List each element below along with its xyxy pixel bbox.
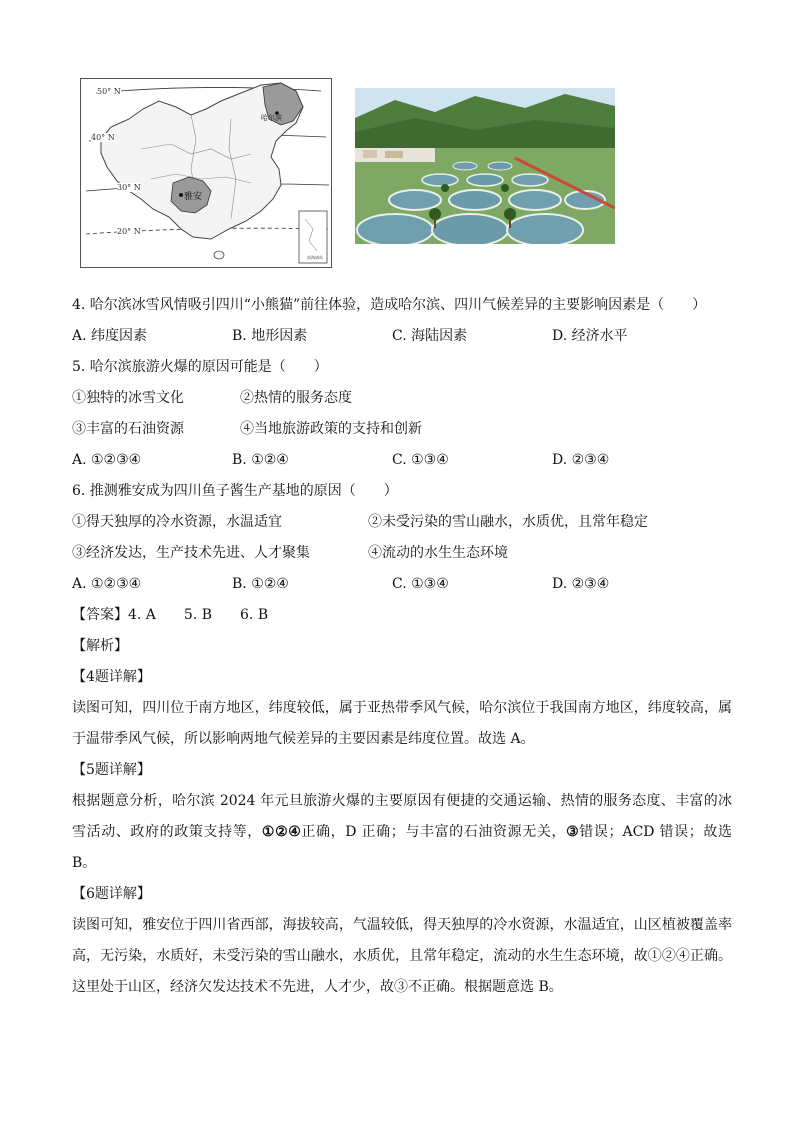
q5-option-d: D. ②③④ — [552, 452, 610, 468]
q5-stem: 5. 哈尔滨旅游火爆的原因可能是（ ） — [72, 359, 328, 375]
detail-5-part-c: 正确，D 正确；与丰富的石油资源无关， — [301, 824, 567, 840]
q6-items-row1 — [72, 507, 732, 538]
q5-item-1: ①独特的冰雪文化 — [72, 390, 184, 406]
q5-item-2: ②热情的服务态度 — [240, 390, 352, 406]
q5-item-4: ④当地旅游政策的支持和创新 — [240, 421, 422, 437]
answer-line — [72, 600, 732, 631]
q6-option-a: A. ①②③④ — [72, 576, 142, 592]
q6-items-row2 — [72, 538, 732, 569]
q4-option-c: C. 海陆因素 — [392, 328, 468, 344]
q4-stem: 4. 哈尔滨冰雪风情吸引四川“小熊猫”前往体验，造成哈尔滨、四川气候差异的主要影响因素是（ ） — [72, 297, 707, 313]
fish-farm-illustration — [355, 88, 615, 244]
answer-label: 【答案】 — [72, 607, 128, 623]
fish-farm-photo — [355, 88, 615, 244]
q4-option-a: A. 纬度因素 — [72, 328, 148, 344]
lat-label-50: 50° N — [97, 87, 121, 96]
q5-options — [72, 445, 732, 476]
q4-options — [72, 321, 732, 352]
lat-label-20: 20° N — [117, 227, 141, 236]
answer-values: 4. A 5. B 6. B — [128, 607, 269, 623]
detail-5-part-e: 错误；ACD 错误；故选 B。 — [72, 824, 732, 871]
china-map — [80, 78, 332, 268]
q5-option-b: B. ①②④ — [232, 452, 289, 468]
detail-5-label: 【5题详解】 — [72, 762, 151, 778]
q6-option-d: D. ②③④ — [552, 576, 610, 592]
q4-option-d: D. 经济水平 — [552, 328, 628, 344]
q6-stem: 6. 推测雅安成为四川鱼子酱生产基地的原因（ ） — [72, 483, 398, 499]
q5-option-a: A. ①②③④ — [72, 452, 142, 468]
detail-4-label: 【4题详解】 — [72, 669, 151, 685]
detail-5-part-d: ③ — [566, 824, 580, 840]
city-yaan-label: 雅安 — [184, 192, 203, 202]
q5-items-row1 — [72, 383, 732, 414]
q5-items-row2 — [72, 414, 732, 445]
q6-item-3: ③经济发达，生产技术先进、人才聚集 — [72, 545, 310, 561]
detail-6-label: 【6题详解】 — [72, 886, 151, 902]
q6-item-4: ④流动的水生生态环境 — [368, 545, 508, 561]
q6-option-c: C. ①③④ — [392, 576, 449, 592]
lat-label-30: 30° N — [117, 183, 141, 192]
china-map-drawing — [81, 79, 331, 267]
q6-item-2: ②未受污染的雪山融水，水质优，且常年稳定 — [368, 514, 648, 530]
figure-row — [80, 78, 720, 268]
inset-label: 南海诸岛 — [307, 255, 323, 260]
city-harbin-label: 哈尔滨 — [261, 114, 282, 122]
q4-option-b: B. 地形因素 — [232, 328, 308, 344]
q6-option-b: B. ①②④ — [232, 576, 289, 592]
q6-options — [72, 569, 732, 600]
detail-5-part-b: ①②④ — [261, 824, 302, 840]
lat-label-40: 40° N — [91, 133, 115, 142]
q5-item-3: ③丰富的石油资源 — [72, 421, 184, 437]
question-text — [72, 290, 732, 1003]
detail-4-text: 读图可知，四川位于南方地区，纬度较低，属于亚热带季风气候，哈尔滨位于我国南方地区，纬度较高，属于温带季风气候，所以影响两地气候差异的主要因素是纬度位置。故选 A。 — [72, 700, 732, 747]
q5-option-c: C. ①③④ — [392, 452, 449, 468]
analysis-label: 【解析】 — [72, 638, 128, 654]
detail-5-text — [72, 786, 732, 879]
detail-6-text: 读图可知，雅安位于四川省西部，海拔较高，气温较低，得天独厚的冷水资源，水温适宜，山区植被覆盖率高，无污染，水质好，未受污染的雪山融水，水质优，且常年稳定，流动的水生生态环境，故①②④正确。这里处于山区，经济欠发达技术不先进，人才少，故③不正确。根据题意选 B。 — [72, 917, 732, 995]
detail-5-part-a: 根据题意分析，哈尔滨 2024 年元旦旅游火爆的主要原因有便捷的交通运输、热情的服务态度、丰富的冰雪活动、政府的政策支持等， — [72, 793, 732, 840]
q6-item-1: ①得天独厚的冷水资源，水温适宜 — [72, 514, 282, 530]
